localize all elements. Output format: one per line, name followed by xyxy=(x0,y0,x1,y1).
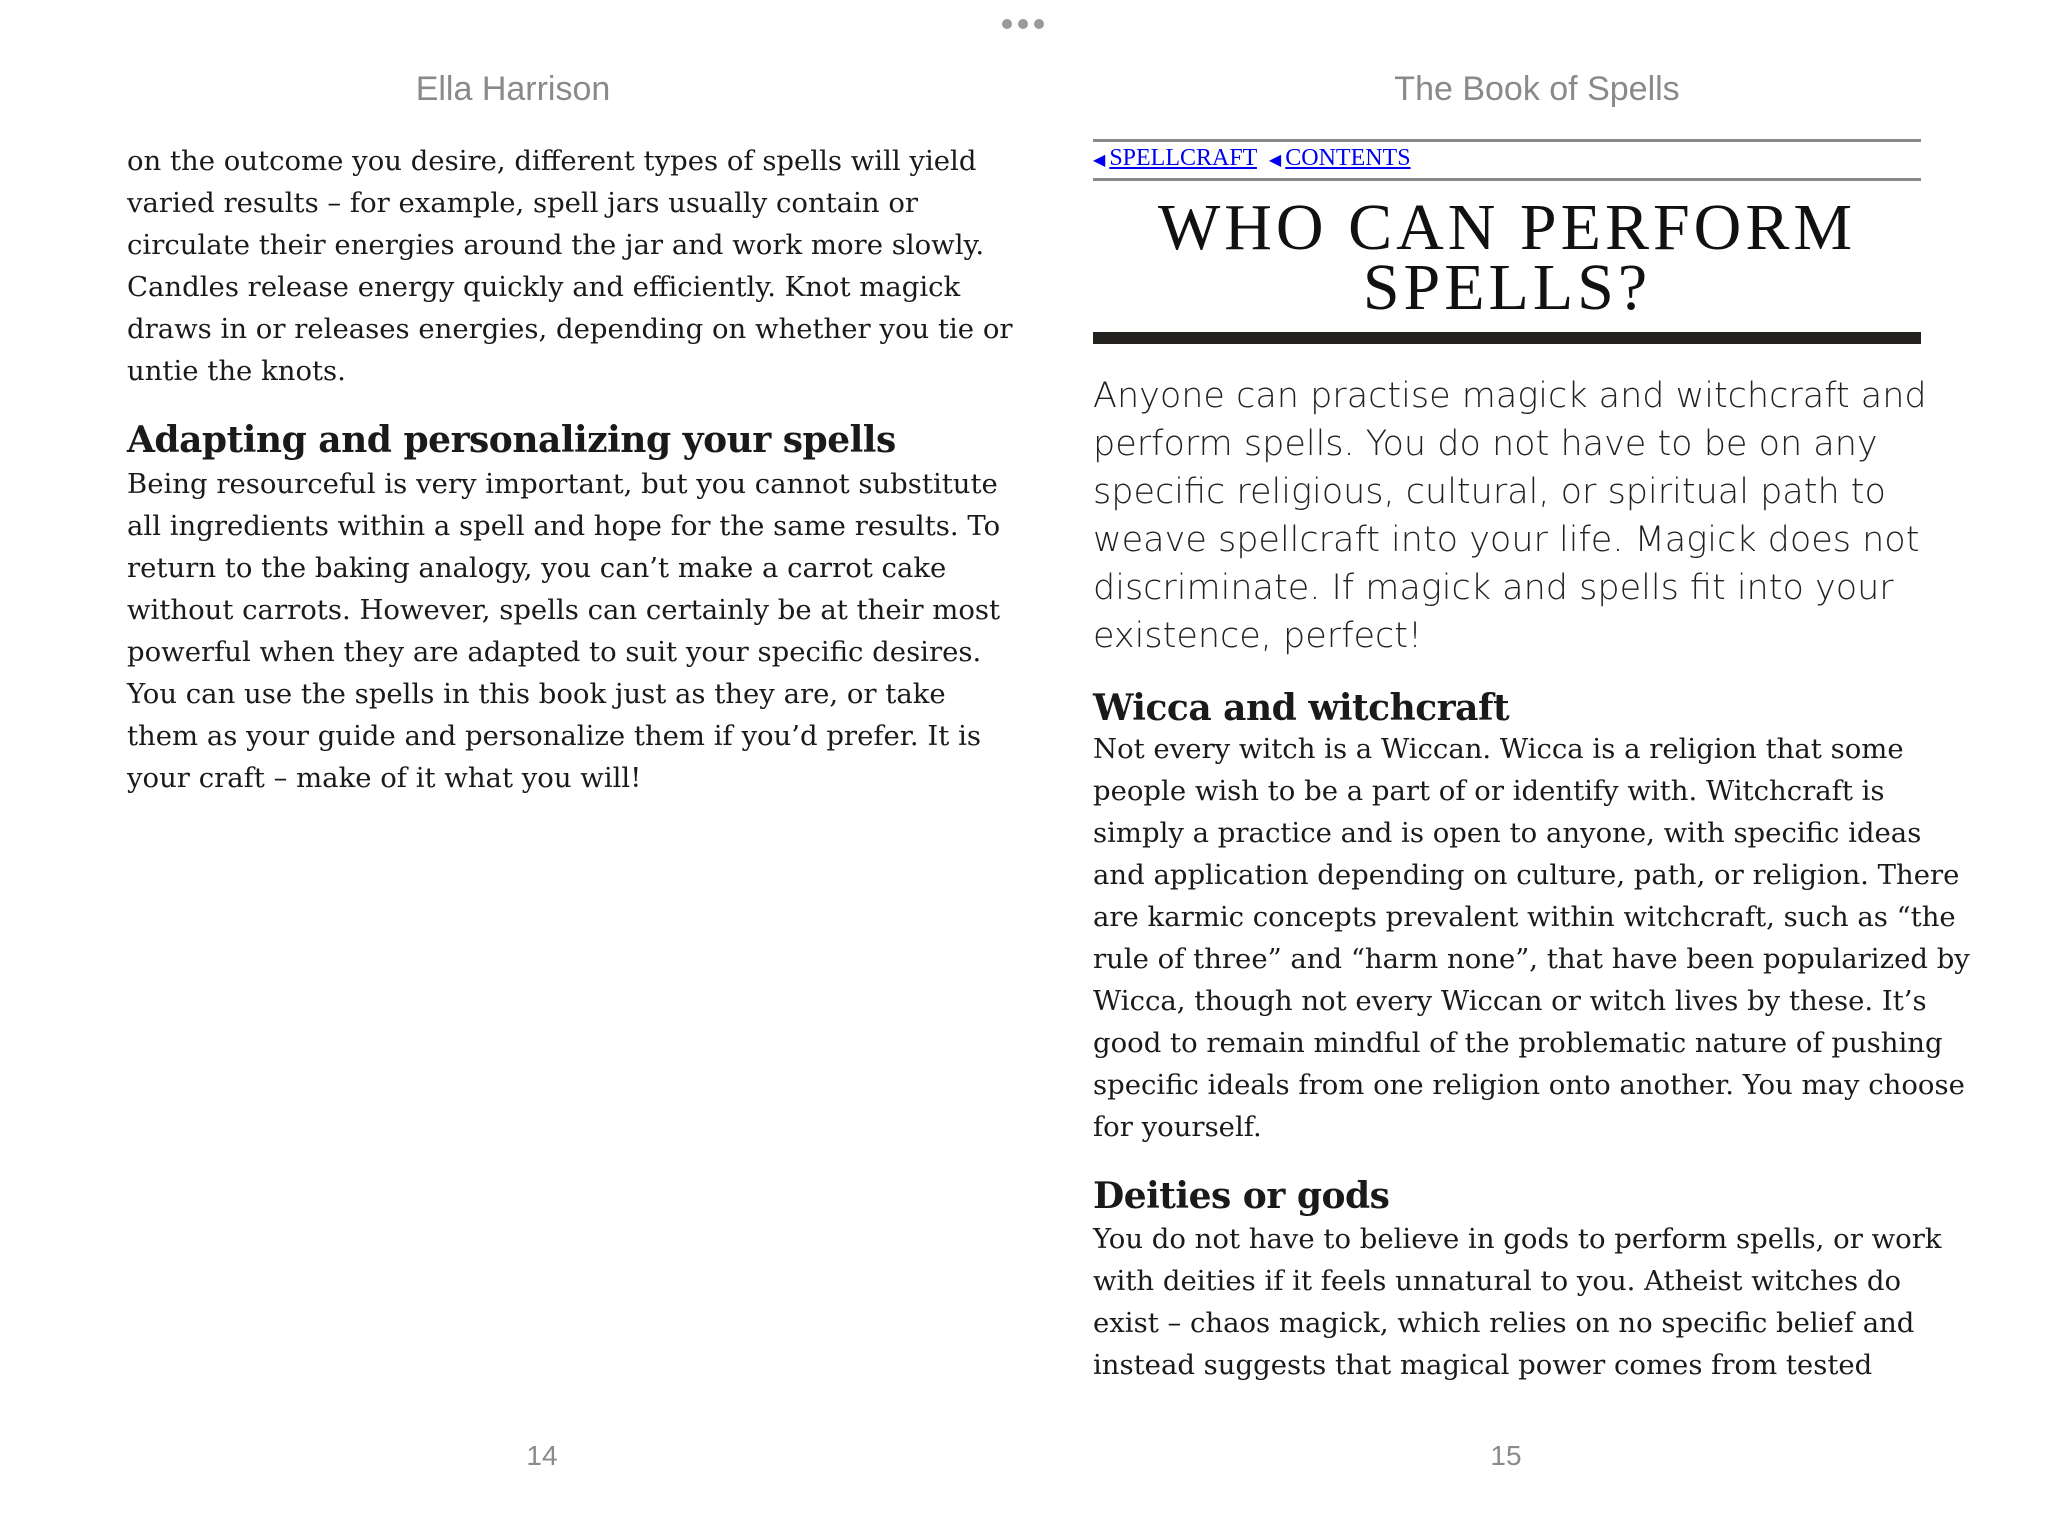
text-line: with deities if it feels unnatural to you. Atheist witches do xyxy=(1093,1265,1902,1297)
left-para2 xyxy=(127,463,1000,799)
heading-wicca: Wicca and witchcraft xyxy=(1093,687,1510,729)
breadcrumb xyxy=(1093,145,1411,172)
text-line: perform spells. You do not have to be on any xyxy=(1093,424,1878,464)
right-para2 xyxy=(1093,1218,1942,1386)
text-line: Not every witch is a Wiccan. Wicca is a religion that some xyxy=(1093,733,1904,765)
text-line: exist – chaos magick, which relies on no specific belief and xyxy=(1093,1307,1915,1339)
text-line: specific religious, cultural, or spiritual path to xyxy=(1093,472,1886,512)
text-line: untie the knots. xyxy=(127,355,346,387)
text-line: for yourself. xyxy=(1093,1111,1262,1143)
text-line: You can use the spells in this book just as they are, or take xyxy=(127,678,946,710)
running-head-right: The Book of Spells xyxy=(1394,70,1680,108)
text-line: Being resourceful is very important, but you cannot substitute xyxy=(127,468,998,500)
text-line: them as your guide and personalize them if you’d prefer. It is xyxy=(127,720,981,752)
left-heading: Adapting and personalizing your spells xyxy=(127,419,896,461)
heading-deities: Deities or gods xyxy=(1093,1175,1390,1217)
text-line: powerful when they are adapted to suit your specific desires. xyxy=(127,636,982,668)
page-number-right: 15 xyxy=(1490,1440,1522,1471)
text-line: Anyone can practise magick and witchcraft and xyxy=(1093,376,1927,416)
text-line: on the outcome you desire, different types of spells will yield xyxy=(127,145,977,177)
right-para1 xyxy=(1093,728,1970,1148)
text-line: return to the baking analogy, you can’t make a carrot cake xyxy=(127,552,947,584)
text-line: rule of three” and “harm none”, that have been popularized by xyxy=(1093,943,1970,975)
text-line: good to remain mindful of the problematic nature of pushing xyxy=(1093,1027,1943,1059)
text-line: your craft – make of it what you will! xyxy=(127,762,642,794)
text-line: WHO CAN PERFORM xyxy=(1157,191,1857,264)
text-line: Wicca, though not every Wiccan or witch lives by these. It’s xyxy=(1093,985,1927,1017)
contents-link[interactable]: CONTENTS xyxy=(1285,145,1411,171)
text-line: people wish to be a part of or identify with. Witchcraft is xyxy=(1093,775,1885,807)
text-line: discriminate. If magick and spells fit into your xyxy=(1093,568,1894,608)
text-line: Candles release energy quickly and efficiently. Knot magick xyxy=(127,271,961,303)
page-number-left: 14 xyxy=(526,1440,558,1471)
text-line: all ingredients within a spell and hope for the same results. To xyxy=(127,510,1001,542)
text-line: specific ideals from one religion onto another. You may choose xyxy=(1093,1069,1965,1101)
ellipsis-icon[interactable] xyxy=(1002,19,1044,29)
text-line: simply a practice and is open to anyone, with specific ideas xyxy=(1093,817,1922,849)
text-line: draws in or releases energies, depending on whether you tie or xyxy=(127,313,1013,345)
text-line: instead suggests that magical power comes from tested xyxy=(1093,1349,1873,1381)
text-line: You do not have to believe in gods to perform spells, or work xyxy=(1093,1223,1942,1255)
back-arrow-icon: ◀ xyxy=(1093,152,1106,169)
left-para1 xyxy=(127,140,1013,392)
running-head-left: Ella Harrison xyxy=(415,70,611,108)
text-line: are karmic concepts prevalent within witchcraft, such as “the xyxy=(1093,901,1956,933)
text-line: without carrots. However, spells can certainly be at their most xyxy=(127,594,1001,626)
chapter-title xyxy=(1093,191,1921,324)
text-line: weave spellcraft into your life. Magick does not xyxy=(1093,520,1920,560)
title-bar-divider xyxy=(1093,332,1921,344)
nav-rule-top xyxy=(1093,139,1921,142)
nav-rule-bottom xyxy=(1093,178,1921,181)
back-arrow-icon: ◀ xyxy=(1268,152,1282,169)
text-line: and application depending on culture, path, or religion. There xyxy=(1093,859,1960,891)
text-line: existence, perfect! xyxy=(1093,616,1423,656)
text-line: SPELLS? xyxy=(1362,251,1652,324)
spellcraft-link[interactable]: SPELLCRAFT xyxy=(1109,145,1257,171)
text-line: varied results – for example, spell jars usually contain or xyxy=(127,187,919,219)
intro-paragraph xyxy=(1093,372,1927,660)
text-line: circulate their energies around the jar and work more slowly. xyxy=(127,229,985,261)
